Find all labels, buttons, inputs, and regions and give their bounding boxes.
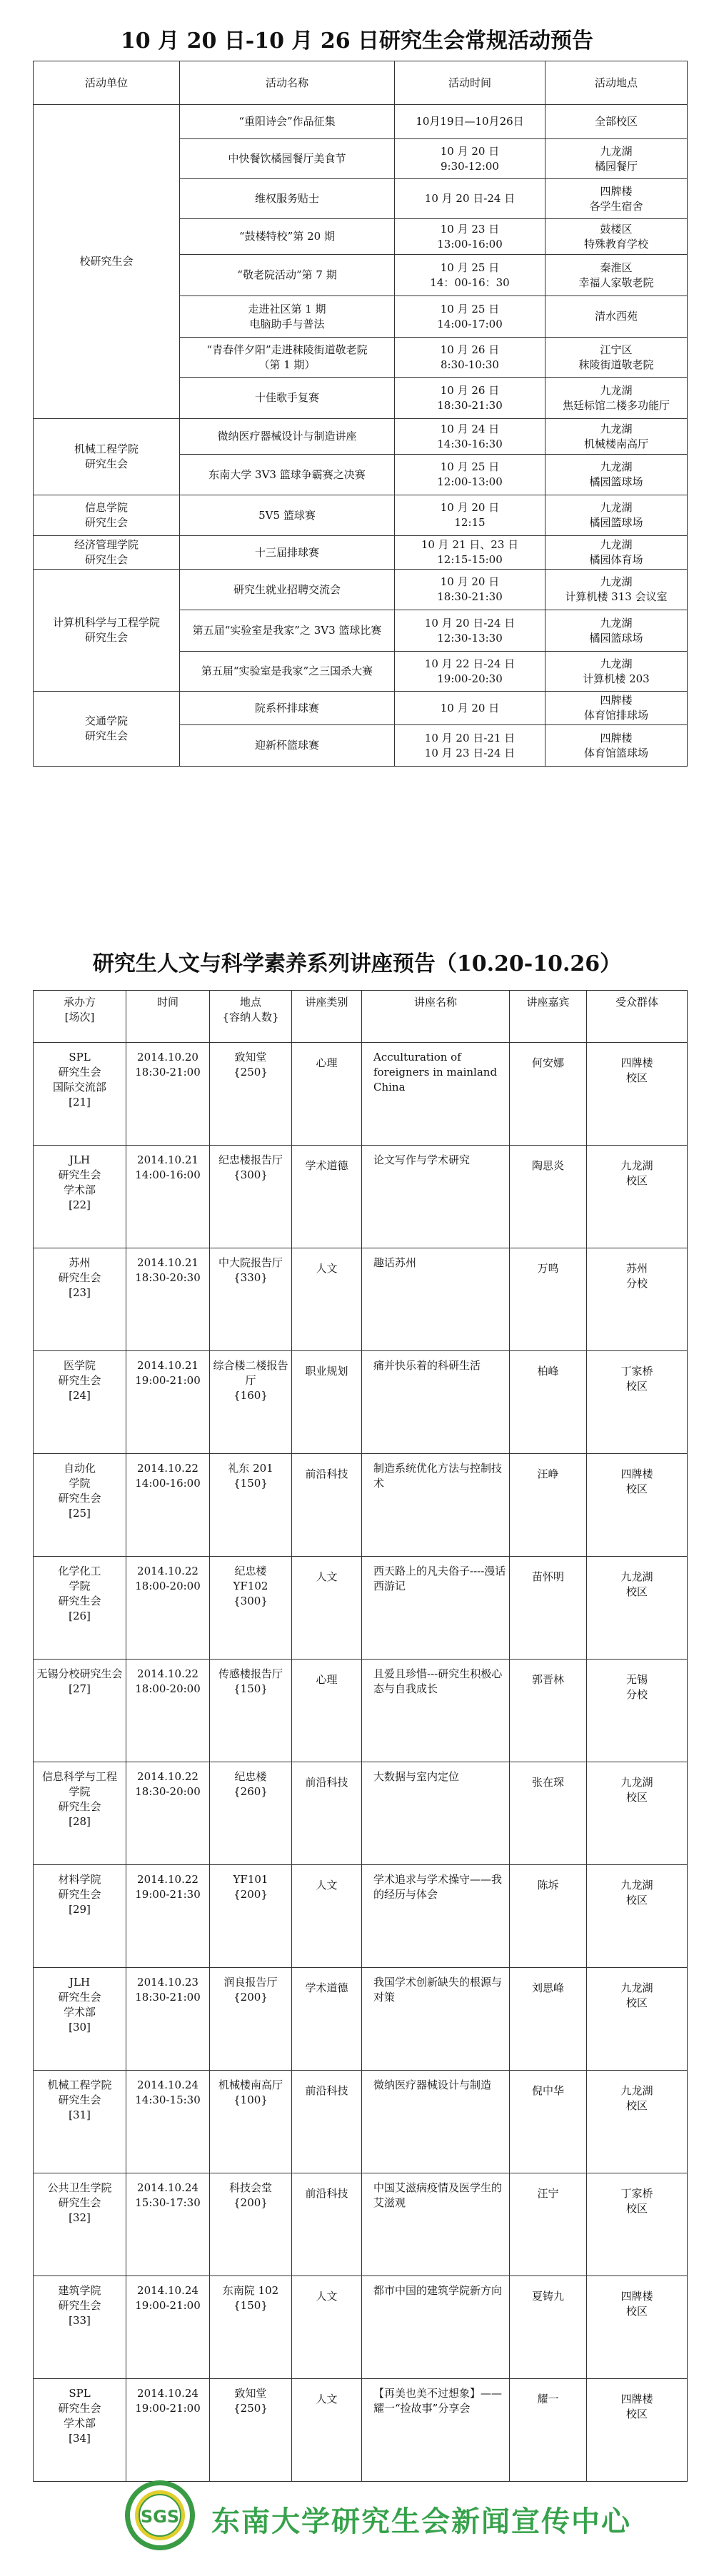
lecture-category: 人文 — [292, 2379, 362, 2482]
lecture-row — [34, 2173, 688, 2276]
header-org: 承办方 [场次] — [34, 991, 126, 1043]
lecture-time: 2014.10.23 18:30-21:00 — [126, 1968, 210, 2071]
lecture-speaker: 郭晋林 — [510, 1660, 587, 1762]
lecture-time: 2014.10.24 15:30-17:30 — [126, 2173, 210, 2276]
lecture-speaker: 苗怀明 — [510, 1557, 587, 1660]
header-unit: 活动单位 — [34, 61, 180, 105]
lecture-organizer: JLH 研究生会 学术部 [30] — [34, 1968, 126, 2071]
header-time: 时间 — [126, 991, 210, 1043]
header-place: 活动地点 — [545, 61, 688, 105]
activity-place: 九龙湖 计算机楼 203 — [545, 652, 688, 692]
header-place: 地点 {容纳人数} — [210, 991, 292, 1043]
lecture-category: 心理 — [292, 1660, 362, 1762]
lecture-audience: 四牌楼 校区 — [587, 1454, 688, 1557]
lecture-time: 2014.10.22 18:00-20:00 — [126, 1660, 210, 1762]
activities-table-body — [34, 105, 688, 767]
lecture-time: 2014.10.21 14:00-16:00 — [126, 1146, 210, 1248]
activity-place: 九龙湖 橘园餐厅 — [545, 139, 688, 179]
lecture-speaker: 万鸣 — [510, 1248, 587, 1351]
activity-name: “青春伴夕阳”走进秣陵街道敬老院 （第 1 期） — [180, 338, 395, 378]
activity-unit: 交通学院 研究生会 — [34, 692, 180, 767]
lectures-table — [33, 990, 688, 2482]
lecture-place: 纪忠楼 YF102 {300} — [210, 1557, 292, 1660]
lecture-audience: 四牌楼 校区 — [587, 2379, 688, 2482]
lecture-category: 学术道德 — [292, 1968, 362, 2071]
lecture-organizer: 苏州 研究生会 [23] — [34, 1248, 126, 1351]
lecture-name: 我国学术创新缺失的根源与对策 — [362, 1968, 510, 2071]
lecture-organizer: 医学院 研究生会 [24] — [34, 1351, 126, 1454]
lecture-place: 纪忠楼 {260} — [210, 1762, 292, 1865]
activity-place: 四牌楼 各学生宿舍 — [545, 179, 688, 219]
activity-time: 10 月 25 日 14：00-16：30 — [395, 255, 545, 296]
lecture-organizer: 建筑学院 研究生会 [33] — [34, 2276, 126, 2379]
lecture-row — [34, 1248, 688, 1351]
lecture-speaker: 刘思峰 — [510, 1968, 587, 2071]
lecture-name: 论文写作与学术研究 — [362, 1146, 510, 1248]
activity-place: 四牌楼 体育馆排球场 — [545, 692, 688, 725]
lecture-place: YF101 {200} — [210, 1865, 292, 1968]
lecture-time: 2014.10.22 18:00-20:00 — [126, 1557, 210, 1660]
lecture-name: 【再美也美不过想象】——耀一“捡故事”分享会 — [362, 2379, 510, 2482]
lecture-name: 西天路上的凡夫俗子----漫话西游记 — [362, 1557, 510, 1660]
activity-name: 中快餐饮橘园餐厅美食节 — [180, 139, 395, 179]
lecture-audience: 丁家桥 校区 — [587, 2173, 688, 2276]
activity-place: 九龙湖 计算机楼 313 会议室 — [545, 570, 688, 610]
activity-place: 鼓楼区 特殊教育学校 — [545, 219, 688, 255]
lecture-audience: 九龙湖 校区 — [587, 1762, 688, 1865]
lecture-organizer: 材料学院 研究生会 [29] — [34, 1865, 126, 1968]
activity-row — [34, 570, 688, 610]
activity-place: 九龙湖 焦廷标馆二楼多功能厅 — [545, 378, 688, 419]
lecture-category: 职业规划 — [292, 1351, 362, 1454]
lecture-audience: 九龙湖 校区 — [587, 1146, 688, 1248]
activity-name: “敬老院活动”第 7 期 — [180, 255, 395, 296]
activity-name: 走进社区第 1 期 电脑助手与普法 — [180, 296, 395, 338]
lecture-name: 制造系统优化方法与控制技术 — [362, 1454, 510, 1557]
activity-name: 东南大学 3V3 篮球争霸赛之决赛 — [180, 455, 395, 495]
lecture-row — [34, 2276, 688, 2379]
lecture-row — [34, 1557, 688, 1660]
lecture-place: 润良报告厅 {200} — [210, 1968, 292, 2071]
activity-unit: 机械工程学院 研究生会 — [34, 419, 180, 495]
lecture-category: 前沿科技 — [292, 1454, 362, 1557]
lecture-speaker: 汪峥 — [510, 1454, 587, 1557]
lecture-place: 机械楼南高厅 {100} — [210, 2071, 292, 2173]
lecture-speaker: 张在琛 — [510, 1762, 587, 1865]
activity-unit: 信息学院 研究生会 — [34, 495, 180, 536]
activity-time: 10 月 26 日 18:30-21:30 — [395, 378, 545, 419]
lecture-organizer: JLH 研究生会 学术部 [22] — [34, 1146, 126, 1248]
lecture-speaker: 柏峰 — [510, 1351, 587, 1454]
lecture-row — [34, 1351, 688, 1454]
activity-time: 10 月 20 日 18:30-21:30 — [395, 570, 545, 610]
activity-name: 十三届排球赛 — [180, 536, 395, 570]
activity-time: 10 月 21 日、23 日 12:15-15:00 — [395, 536, 545, 570]
lecture-audience: 苏州 分校 — [587, 1248, 688, 1351]
activity-time: 10 月 20 日-24 日 — [395, 179, 545, 219]
lectures-table-body — [34, 1043, 688, 2482]
lecture-row — [34, 1762, 688, 1865]
activity-name: 第五届“实验室是我家”之 3V3 篮球比赛 — [180, 610, 395, 652]
lecture-row — [34, 1660, 688, 1762]
lecture-row — [34, 1865, 688, 1968]
lecture-name: 中国艾滋病疫情及医学生的艾滋观 — [362, 2173, 510, 2276]
lecture-name: 且爱且珍惜---研究生积极心态与自我成长 — [362, 1660, 510, 1762]
lecture-place: 传感楼报告厅 {150} — [210, 1660, 292, 1762]
footer — [0, 2468, 714, 2575]
lecture-organizer: 机械工程学院 研究生会 [31] — [34, 2071, 126, 2173]
activity-place: 清水西苑 — [545, 296, 688, 338]
activities-header-row — [34, 61, 688, 105]
activities-table — [33, 61, 688, 767]
lecture-category: 学术道德 — [292, 1146, 362, 1248]
lecture-speaker: 汪宁 — [510, 2173, 587, 2276]
activity-name: 第五届“实验室是我家”之三国杀大赛 — [180, 652, 395, 692]
activity-time: 10 月 20 日 12:15 — [395, 495, 545, 536]
activity-row — [34, 105, 688, 139]
lecture-speaker: 陈坼 — [510, 1865, 587, 1968]
lecture-name: 大数据与室内定位 — [362, 1762, 510, 1865]
activity-row — [34, 536, 688, 570]
lecture-time: 2014.10.21 18:30-20:30 — [126, 1248, 210, 1351]
lecture-place: 致知堂 {250} — [210, 2379, 292, 2482]
lecture-organizer: 无锡分校研究生会 [27] — [34, 1660, 126, 1762]
lecture-speaker: 夏铸九 — [510, 2276, 587, 2379]
activity-place: 江宁区 秣陵街道敬老院 — [545, 338, 688, 378]
activity-time: 10 月 26 日 8:30-10:30 — [395, 338, 545, 378]
activity-name: 迎新杯篮球赛 — [180, 725, 395, 767]
lecture-name: Acculturation of foreigners in mainland China — [362, 1043, 510, 1146]
activity-place: 全部校区 — [545, 105, 688, 139]
activity-name: 维权服务贴士 — [180, 179, 395, 219]
activity-place: 九龙湖 橘园篮球场 — [545, 610, 688, 652]
lecture-time: 2014.10.24 14:30-15:30 — [126, 2071, 210, 2173]
header-name: 活动名称 — [180, 61, 395, 105]
lecture-place: 致知堂 {250} — [210, 1043, 292, 1146]
lecture-audience: 九龙湖 校区 — [587, 1968, 688, 2071]
lecture-time: 2014.10.24 19:00-21:00 — [126, 2276, 210, 2379]
activity-unit: 经济管理学院 研究生会 — [34, 536, 180, 570]
lecture-row — [34, 1043, 688, 1146]
activity-row — [34, 692, 688, 725]
activity-row — [34, 495, 688, 536]
lecture-speaker: 何安娜 — [510, 1043, 587, 1146]
lecture-name: 都市中国的建筑学院新方向 — [362, 2276, 510, 2379]
activity-time: 10 月 20 日-21 日 10 月 23 日-24 日 — [395, 725, 545, 767]
activities-title: 10 月 20 日-10 月 26 日研究生会常规活动预告 — [120, 29, 594, 54]
activity-time: 10 月 22 日-24 日 19:00-20:30 — [395, 652, 545, 692]
lecture-category: 前沿科技 — [292, 2173, 362, 2276]
lecture-row — [34, 2379, 688, 2482]
lecture-organizer: 化学化工 学院 研究生会 [26] — [34, 1557, 126, 1660]
lecture-audience: 九龙湖 校区 — [587, 1865, 688, 1968]
lecture-audience: 九龙湖 校区 — [587, 1557, 688, 1660]
lecture-place: 中大院报告厅 {330} — [210, 1248, 292, 1351]
lecture-organizer: 信息科学与工程 学院 研究生会 [28] — [34, 1762, 126, 1865]
lecture-name: 痛并快乐着的科研生活 — [362, 1351, 510, 1454]
lecture-category: 人文 — [292, 1248, 362, 1351]
lecture-category: 人文 — [292, 1865, 362, 1968]
lecture-name: 微纳医疗器械设计与制造 — [362, 2071, 510, 2173]
activity-name: 研究生就业招聘交流会 — [180, 570, 395, 610]
lecture-audience: 四牌楼 校区 — [587, 2276, 688, 2379]
footer-org-name: 东南大学研究生会新闻宣传中心 — [211, 2505, 631, 2538]
lecture-speaker: 倪中华 — [510, 2071, 587, 2173]
activity-time: 10 月 20 日-24 日 12:30-13:30 — [395, 610, 545, 652]
lecture-organizer: SPL 研究生会 国际交流部 [21] — [34, 1043, 126, 1146]
activity-name: “鼓楼特校”第 20 期 — [180, 219, 395, 255]
activity-time: 10 月 20 日 9:30-12:00 — [395, 139, 545, 179]
activity-time: 10 月 24 日 14:30-16:30 — [395, 419, 545, 455]
lecture-audience: 无锡 分校 — [587, 1660, 688, 1762]
header-lecture-name: 讲座名称 — [362, 991, 510, 1043]
activity-name: 院系杯排球赛 — [180, 692, 395, 725]
lecture-speaker: 耀一 — [510, 2379, 587, 2482]
lecture-place: 科技会堂 {200} — [210, 2173, 292, 2276]
lecture-audience: 四牌楼 校区 — [587, 1043, 688, 1146]
activity-unit: 计算机科学与工程学院 研究生会 — [34, 570, 180, 692]
activity-name: 5V5 篮球赛 — [180, 495, 395, 536]
lecture-row — [34, 1968, 688, 2071]
activity-place: 九龙湖 机械楼南高厅 — [545, 419, 688, 455]
header-time: 活动时间 — [395, 61, 545, 105]
header-speaker: 讲座嘉宾 — [510, 991, 587, 1043]
lecture-audience: 九龙湖 校区 — [587, 2071, 688, 2173]
activity-row — [34, 419, 688, 455]
seu-graduate-union-logo-icon — [123, 2478, 197, 2552]
lecture-speaker: 陶思炎 — [510, 1146, 587, 1248]
activity-place: 九龙湖 橘园体育场 — [545, 536, 688, 570]
lecture-time: 2014.10.22 18:30-20:00 — [126, 1762, 210, 1865]
lecture-organizer: 公共卫生学院 研究生会 [32] — [34, 2173, 126, 2276]
header-audience: 受众群体 — [587, 991, 688, 1043]
lecture-time: 2014.10.22 14:00-16:00 — [126, 1454, 210, 1557]
lecture-time: 2014.10.22 19:00-21:30 — [126, 1865, 210, 1968]
lectures-title: 研究生人文与科学素养系列讲座预告（10.20-10.26） — [92, 951, 622, 976]
lecture-category: 人文 — [292, 1557, 362, 1660]
activity-time: 10 月 20 日 — [395, 692, 545, 725]
lecture-name: 趣话苏州 — [362, 1248, 510, 1351]
lecture-place: 东南院 102 {150} — [210, 2276, 292, 2379]
activity-place: 四牌楼 体育馆篮球场 — [545, 725, 688, 767]
lecture-audience: 丁家桥 校区 — [587, 1351, 688, 1454]
lecture-row — [34, 1146, 688, 1248]
logo-text: SGS — [140, 2507, 180, 2527]
lecture-place: 纪忠楼报告厅 {300} — [210, 1146, 292, 1248]
lecture-name: 学术追求与学术操守——我的经历与体会 — [362, 1865, 510, 1968]
lecture-row — [34, 2071, 688, 2173]
activity-name: “重阳诗会”作品征集 — [180, 105, 395, 139]
lectures-header-row — [34, 991, 688, 1043]
header-category: 讲座类别 — [292, 991, 362, 1043]
activity-time: 10 月 23 日 13:00-16:00 — [395, 219, 545, 255]
activity-place: 秦淮区 幸福人家敬老院 — [545, 255, 688, 296]
activity-name: 十佳歌手复赛 — [180, 378, 395, 419]
activity-unit: 校研究生会 — [34, 105, 180, 419]
lecture-place: 礼东 201 {150} — [210, 1454, 292, 1557]
lecture-time: 2014.10.20 18:30-21:00 — [126, 1043, 210, 1146]
activity-place: 九龙湖 橘园篮球场 — [545, 455, 688, 495]
lecture-category: 心理 — [292, 1043, 362, 1146]
activity-time: 10月19日—10月26日 — [395, 105, 545, 139]
activity-name: 微纳医疗器械设计与制造讲座 — [180, 419, 395, 455]
activity-time: 10 月 25 日 12:00-13:00 — [395, 455, 545, 495]
lecture-row — [34, 1454, 688, 1557]
lecture-organizer: SPL 研究生会 学术部 [34] — [34, 2379, 126, 2482]
lecture-time: 2014.10.24 19:00-21:00 — [126, 2379, 210, 2482]
lecture-category: 前沿科技 — [292, 1762, 362, 1865]
lecture-category: 人文 — [292, 2276, 362, 2379]
lecture-time: 2014.10.21 19:00-21:00 — [126, 1351, 210, 1454]
lecture-organizer: 自动化 学院 研究生会 [25] — [34, 1454, 126, 1557]
lecture-place: 综合楼二楼报告厅 {160} — [210, 1351, 292, 1454]
activity-time: 10 月 25 日 14:00-17:00 — [395, 296, 545, 338]
lecture-category: 前沿科技 — [292, 2071, 362, 2173]
activity-place: 九龙湖 橘园篮球场 — [545, 495, 688, 536]
